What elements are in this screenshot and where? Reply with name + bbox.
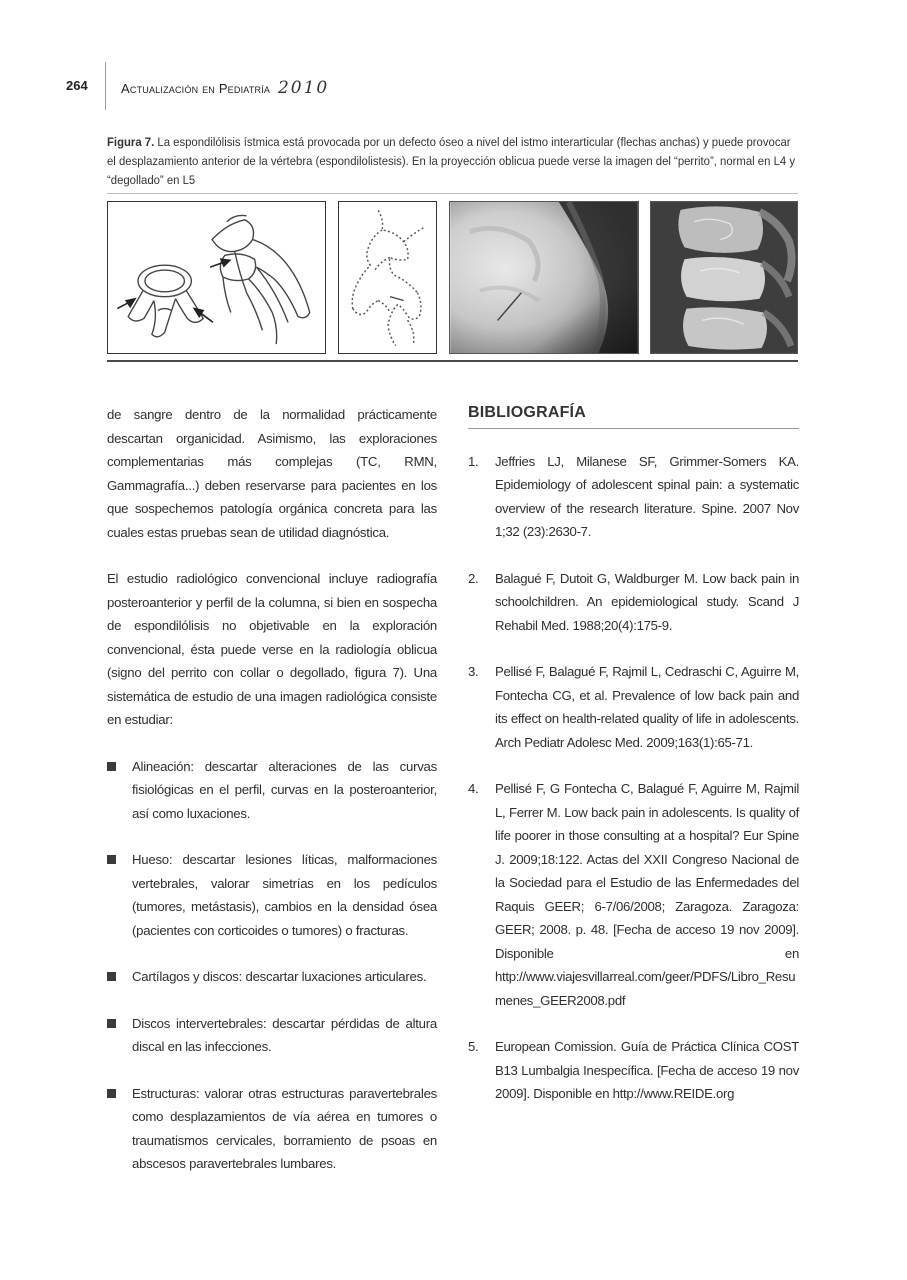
- reference-item: [468, 1035, 799, 1106]
- body-paragraph: El estudio radiológico convencional incluye radiografía posteroanterior y perfil de la columna, si bien en sospecha de espondilólisis no objetivable en la exploración convencional, ésta puede verse en la radiología oblicua (signo del perrito con collar o degollado, figura 7). Una sistemática de estudio de una imagen radiológica consiste en estudiar:: [107, 571, 437, 727]
- checklist-item: [107, 848, 437, 942]
- figure-panel-xray-oblique: [449, 201, 639, 354]
- bullet-square-icon: [107, 1019, 116, 1028]
- reference-item: [468, 777, 799, 1012]
- bibliography-section: [468, 401, 799, 1129]
- checklist-item: [107, 755, 437, 826]
- figure-caption-text: La espondilólisis ístmica está provocada por un defecto óseo a nivel del istmo interarticular (flechas anchas) y puede provocar el desplazamiento anterior de la vértebra (espondilolistesis). En la proyección oblicua puede verse la imagen del “perrito”, normal en L4 y “degollado” en L5: [107, 135, 795, 187]
- reference-text: Balagué F, Dutoit G, Waldburger M. Low back pain in schoolchildren. An epidemiological study. Scand J Rehabil Med. 1988;20(4):175-9.: [495, 570, 799, 633]
- checklist-item-text: Estructuras: valorar otras estructuras paravertebrales como desplazamientos de vía aérea en tumores o traumatismos cervicales, borramiento de psoas en abscesos paravertebrales lumbares.: [132, 1085, 437, 1171]
- running-head-en: en: [202, 81, 215, 96]
- reference-number: 3.: [468, 664, 479, 679]
- figure-label: Figura 7.: [107, 135, 155, 149]
- page-number: 264: [66, 78, 88, 93]
- figure-panel-vertebra-drawing: [107, 201, 326, 354]
- checklist-item: [107, 1082, 437, 1176]
- reference-item: [468, 660, 799, 754]
- body-paragraph: de sangre dentro de la normalidad prácticamente descartan organicidad. Asimismo, las exploraciones complementarias más complejas (TC, RMN, Gammagrafía...) deben reservarse para pacientes en los que sospechemos patología orgánica concreta para las cuales estas pruebas sean de utilidad diagnóstica.: [107, 407, 437, 540]
- reference-number: 4.: [468, 781, 479, 796]
- figure-bottom-rule: [107, 360, 798, 362]
- oblique-xray-image: [450, 202, 638, 353]
- study-checklist: [107, 755, 437, 1176]
- reference-number: 2.: [468, 570, 479, 586]
- vertebra-drawing-illustration: [108, 202, 325, 353]
- reference-item: [468, 450, 799, 544]
- reference-text: European Comission. Guía de Práctica Clínica COST B13 Lumbalgia Inespecífica. [Fecha de acceso 19 nov 2009]. Disponible en http://www.REIDE.org: [495, 1039, 799, 1101]
- reference-text: Pellisé F, G Fontecha C, Balagué F, Aguirre M, Rajmil L, Ferrer M. Low back pain in adolescents. Is quality of life poorer in those consulting at a hospital? Eur Spine J. 2009;18:122. Actas del XXII Congreso Nacional de la Sociedad para el Estudio de las Enfermedades del Raquis GEER; 6-7/06/2008; Zaragoza. Zaragoza: GEER; 2008. p. 48. [Fecha de acceso 19 nov 2009]. Disponible en http://www.viajesvillarreal.com/geer/PDFS/Libro_Resumenes_GEER2008.pdf: [495, 781, 799, 1008]
- header-divider: [105, 62, 106, 110]
- checklist-item-text: Alineación: descartar alteraciones de las curvas fisiológicas en el perfil, curvas en la posteroanterior, así como luxaciones.: [132, 758, 437, 821]
- figure-caption: [107, 133, 797, 190]
- checklist-item-text: Cartílagos y discos: descartar luxaciones articulares.: [132, 969, 427, 984]
- figure-panel-xray-lateral: [650, 201, 798, 354]
- figure-panel-dog-outline: [338, 201, 437, 354]
- lateral-xray-image: [651, 202, 797, 353]
- checklist-item: [107, 1012, 437, 1059]
- bullet-square-icon: [107, 1089, 116, 1098]
- checklist-item: [107, 965, 437, 989]
- running-head: [121, 78, 329, 98]
- bibliography-heading: BIBLIOGRAFÍA: [468, 404, 586, 421]
- checklist-item-text: Hueso: descartar lesiones líticas, malformaciones vertebrales, valorar simetrías en los pedículos (tumores, metástasis), cambios en la densidad ósea (pacientes con corticoides o tumores) o fracturas.: [132, 852, 437, 938]
- scotty-dog-outline-illustration: [339, 202, 436, 353]
- bullet-square-icon: [107, 762, 116, 771]
- reference-text: Jeffries LJ, Milanese SF, Grimmer-Somers KA. Epidemiology of adolescent spinal pain: a systematic overview of the research literature. Spine. 2007 Nov 1;32 (23):2630-7.: [495, 453, 799, 539]
- reference-item: [468, 567, 799, 638]
- bullet-square-icon: [107, 855, 116, 864]
- running-head-actualizacion: Actualización: [121, 81, 199, 96]
- figure-top-rule: [107, 193, 798, 194]
- running-head-pediatria: Pediatría: [218, 81, 271, 96]
- reference-list: [468, 450, 799, 1106]
- left-column: [107, 403, 437, 1199]
- running-head-year: 2010: [277, 78, 330, 98]
- checklist-item-text: Discos intervertebrales: descartar pérdidas de altura discal en las infecciones.: [132, 1015, 437, 1054]
- bullet-square-icon: [107, 972, 116, 981]
- reference-number: 5.: [468, 1039, 479, 1054]
- reference-text: Pellisé F, Balagué F, Rajmil L, Cedraschi C, Aguirre M, Fontecha CG, et al. Prevalence of low back pain and its effect on health-related quality of life in adolescents. Arch Pediatr Adolesc Med. 2009;163(1):65-71.: [495, 664, 799, 750]
- bibliography-heading-rule: [468, 428, 799, 429]
- reference-number: 1.: [468, 453, 479, 469]
